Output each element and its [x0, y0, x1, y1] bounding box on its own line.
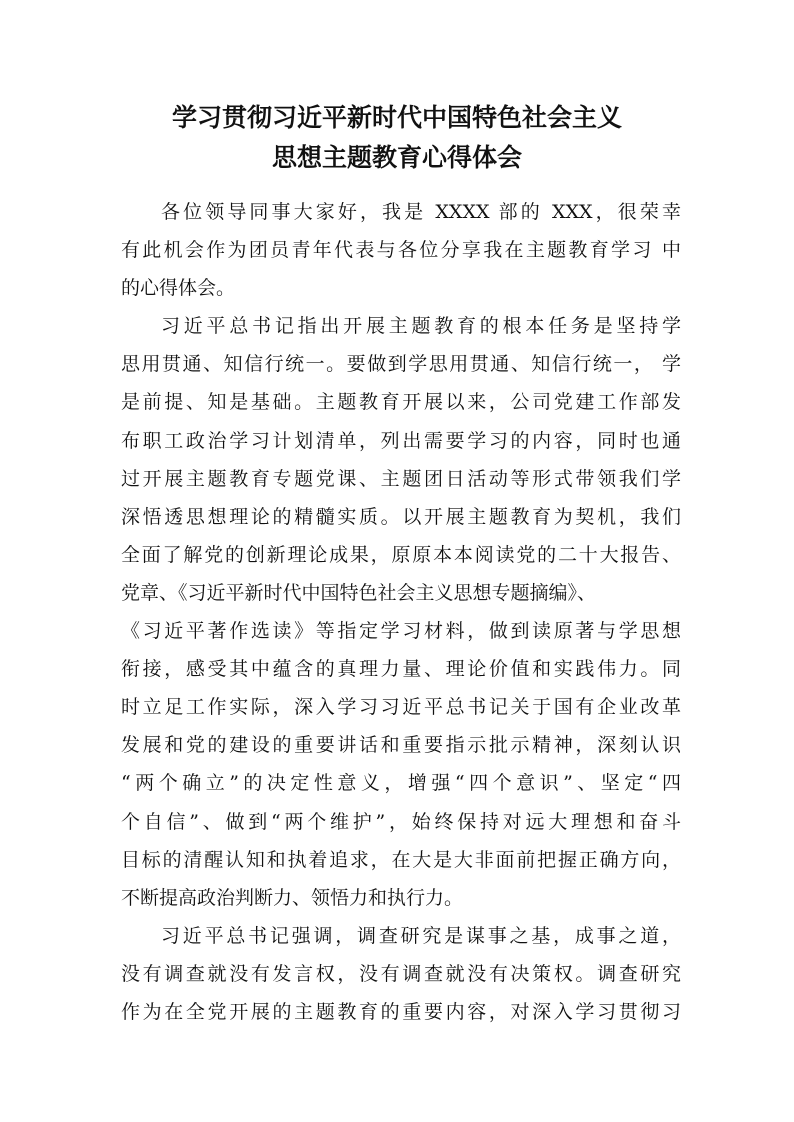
paragraph-2-line-4: 布职工政治学习计划清单，列出需要学习的内容，同时也通 — [121, 429, 681, 452]
paragraph-2-line-5: 过开展主题教育专题党课、主题团日活动等形式带领我们学 — [121, 467, 681, 490]
paragraph-2-line-2: 思用贯通、知信行统一。要做到学思用贯通、知信行统一， 学 — [121, 353, 681, 376]
paragraph-2-line-11: 时立足工作实际，深入学习习近平总书记关于国有企业改革 — [121, 696, 681, 719]
paragraph-1-line-2: 有此机会作为团员青年代表与各位分享我在主题教育学习 中 — [121, 239, 681, 262]
paragraph-2-line-1: 习近平总书记指出开展主题教育的根本任务是坚持学 — [161, 315, 681, 338]
paragraph-2-line-12: 发展和党的建设的重要讲话和重要指示批示精神，深刻认识 — [121, 734, 681, 757]
paragraph-2-line-6: 深悟透思想理论的精髓实质。以开展主题教育为契机，我们 — [121, 505, 681, 528]
paragraph-2-line-9: 《习近平著作选读》等指定学习材料，做到读原著与学思想 — [121, 620, 681, 643]
document-body — [121, 193, 681, 1031]
paragraph-1-line-3: 的心得体会。 — [121, 277, 236, 300]
paragraph-1-line-1: 各位领导同事大家好，我是 XXXX 部的 XXX，很荣幸 — [161, 201, 681, 223]
paragraph-3-line-3: 作为在全党开展的主题教育的重要内容，对深入学习贯彻习 — [121, 1000, 681, 1023]
paragraph-2-line-13: “两个确立”的决定性意义，增强“四个意识”、坚定“四 — [121, 772, 681, 795]
paragraph-2-line-16: 不断提高政治判断力、领悟力和执行力。 — [121, 886, 464, 909]
paragraph-2-line-8: 党章、《习近平新时代中国特色社会主义思想专题摘编》、 — [121, 581, 597, 604]
paragraph-3-line-1: 习近平总书记强调，调查研究是谋事之基，成事之道， — [161, 924, 681, 947]
paragraph-2-line-3: 是前提、知是基础。主题教育开展以来，公司党建工作部发 — [121, 391, 681, 414]
title-line-1: 学习贯彻习近平新时代中国特色社会主义 — [171, 103, 622, 132]
paragraph-2-line-10: 衔接，感受其中蕴含的真理力量、理论价值和实践伟力。同 — [121, 658, 681, 681]
paragraph-2-line-7: 全面了解党的创新理论成果，原原本本阅读党的二十大报告、 — [121, 543, 681, 566]
paragraph-2-line-14: 个自信”、做到“两个维护”，始终保持对远大理想和奋斗 — [121, 810, 681, 833]
document-title — [0, 98, 794, 178]
paragraph-2-line-15: 目标的清醒认知和执着追求，在大是大非面前把握正确方向， — [121, 848, 681, 871]
title-line-2: 思想主题教育心得体会 — [271, 143, 522, 172]
paragraph-3-line-2: 没有调查就没有发言权，没有调查就没有决策权。调查研究 — [121, 962, 681, 985]
